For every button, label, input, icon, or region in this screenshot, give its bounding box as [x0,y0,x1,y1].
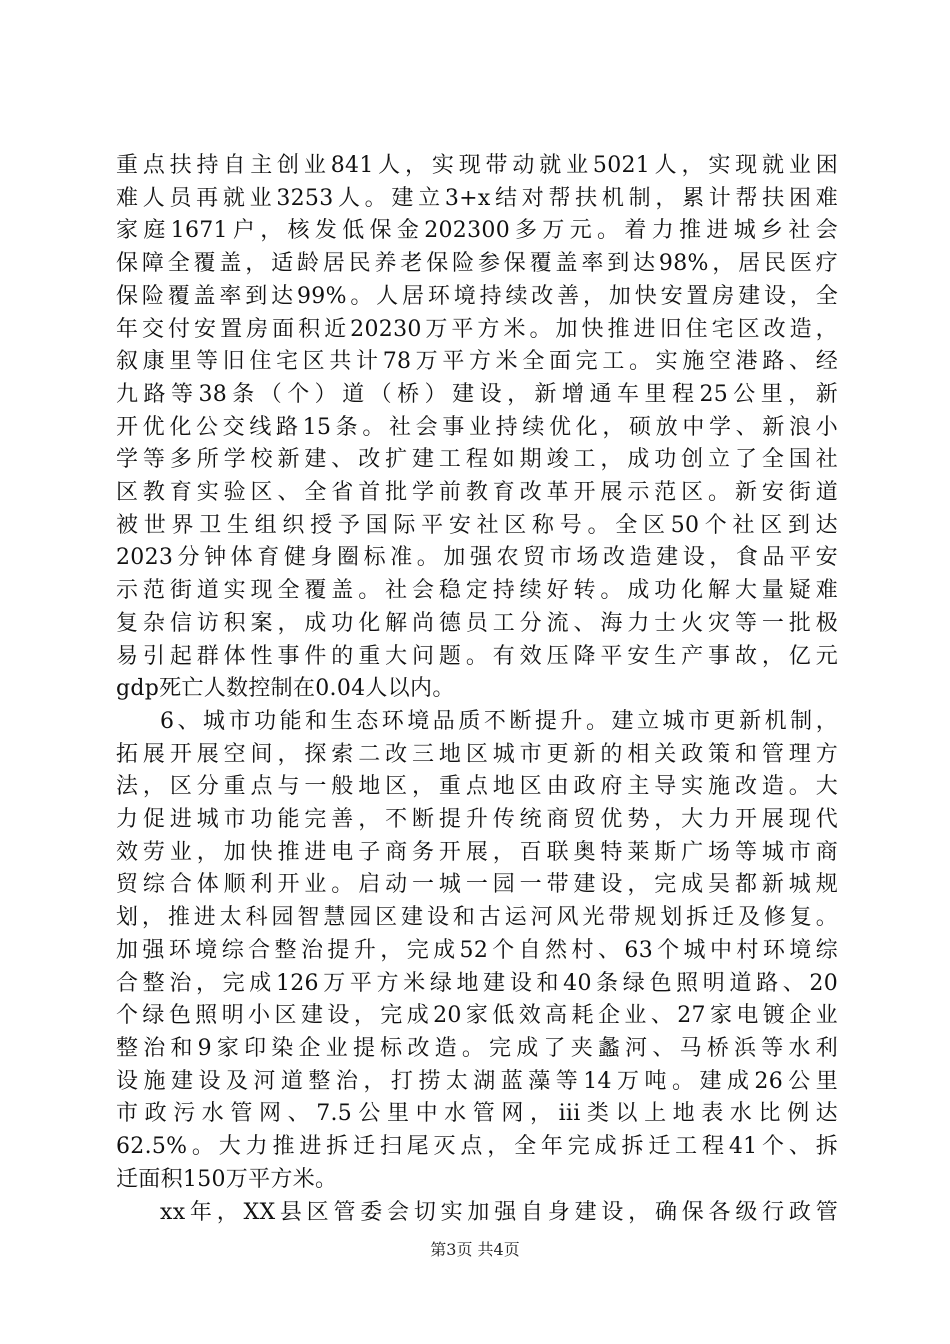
text-line: 迁面积150万平方米。 [116,1166,338,1192]
text-line: 被世界卫生组织授予国际平安社区称号。全区50个社区到达 [116,512,838,538]
text-line: 保险覆盖率到达99%。人居环境持续改善，加快安置房建设，全 [116,283,838,309]
text-line: 叙康里等旧住宅区共计78万平方米全面完工。实施空港路、经 [116,349,838,375]
text-line: 年交付安置房面积近20230万平方米。加快推进旧住宅区改造， [116,316,838,342]
text-line: 加强环境综合整治提升，完成52个自然村、63个城中村环境综 [116,937,838,963]
text-line: 设施建设及河道整治，打捞太湖蓝藻等14万吨。建成26公里 [116,1068,838,1094]
text-line: xx年，XX县区管委会切实加强自身建设，确保各级行政管 [160,1199,838,1225]
text-line: 开优化公交线路15条。社会事业持续优化，硕放中学、新浪小 [116,414,838,440]
text-line: 划，推进太科园智慧园区建设和古运河风光带规划拆迁及修复。 [116,905,838,931]
text-line: 贸综合体顺利开业。启动一城一园一带建设，完成吴都新城规 [116,872,838,898]
text-line: 个绿色照明小区建设，完成20家低效高耗企业、27家电镀企业 [116,1003,838,1029]
text-line: 法，区分重点与一般地区，重点地区由政府主导实施改造。大 [116,774,838,800]
text-line: 市政污水管网、7.5公里中水管网，iii类以上地表水比例达 [116,1101,838,1127]
text-line: 复杂信访积案，成功化解尚德员工分流、海力士火灾等一批极 [116,610,838,636]
text-line: 难人员再就业3253人。建立3+x结对帮扶机制，累计帮扶困难 [116,185,838,211]
text-line: 效劳业，加快推进电子商务开展，百联奥特莱斯广场等城市商 [116,839,838,865]
paragraph-2 [116,706,838,1197]
text-line: 易引起群体性事件的重大问题。有效压降平安生产事故，亿元 [116,643,838,669]
text-line: 62.5%。大力推进拆迁扫尾灭点，全年完成拆迁工程41个、拆 [116,1134,838,1160]
text-line: 重点扶持自主创业841人，实现带动就业5021人，实现就业困 [116,153,838,178]
page-number-footer: 第3页 共4页 [430,1240,520,1259]
document-body [116,150,838,1229]
text-line: 九路等38条（个）道（桥）建设，新增通车里程25公里，新 [116,381,838,407]
paragraph-1 [116,150,838,706]
text-line: 2023分钟体育健身圈标准。加强农贸市场改造建设，食品平安 [116,545,838,571]
paragraph-3 [116,1197,838,1230]
text-line: 学等多所学校新建、改扩建工程如期竣工，成功创立了全国社 [116,447,838,473]
text-line: 6、城市功能和生态环境品质不断提升。建立城市更新机制， [160,708,838,734]
text-line: 拓展开展空间，探索二改三地区城市更新的相关政策和管理方 [116,741,838,767]
text-line: 示范街道实现全覆盖。社会稳定持续好转。成功化解大量疑难 [116,578,838,604]
text-line: 区教育实验区、全省首批学前教育改革开展示范区。新安街道 [116,480,838,506]
text-line: 家庭1671户，核发低保金202300多万元。着力推进城乡社会 [116,218,838,244]
text-line: 力促进城市功能完善，不断提升传统商贸优势，大力开展现代 [116,807,838,833]
text-line: 整治和9家印染企业提标改造。完成了夹蠡河、马桥浜等水利 [116,1035,838,1061]
text-line: gdp死亡人数控制在0.04人以内。 [116,676,455,702]
text-line: 合整治，完成126万平方米绿地建设和40条绿色照明道路、20 [116,970,838,996]
text-line: 保障全覆盖，适龄居民养老保险参保覆盖率到达98%，居民医疗 [116,251,838,277]
